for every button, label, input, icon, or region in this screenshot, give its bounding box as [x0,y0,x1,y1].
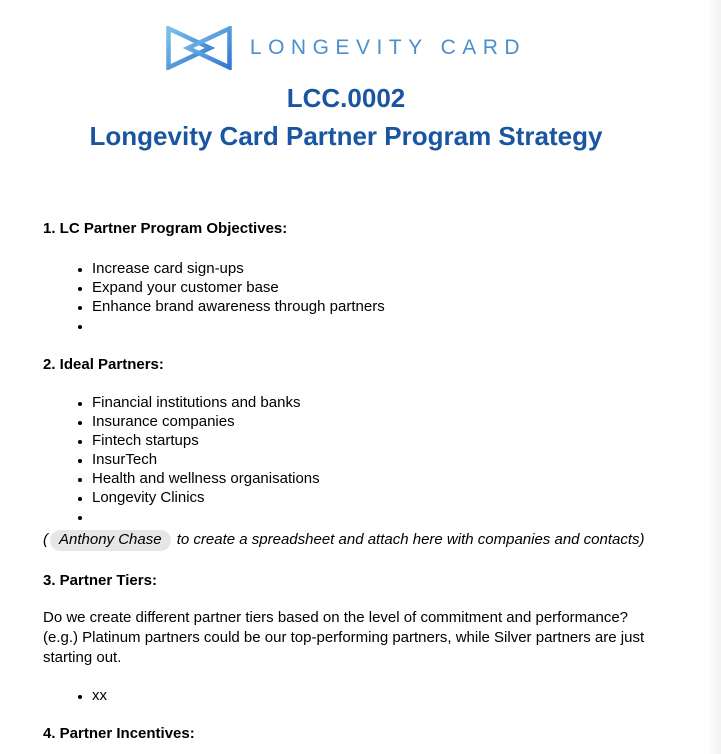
list-item-text: Financial institutions and banks [92,394,301,411]
list-item-text: xx [92,687,107,704]
list-item-text: Fintech startups [92,432,199,449]
list-item-text: Longevity Clinics [92,489,205,506]
brand-logo [43,26,649,70]
list-item-text: Enhance brand awareness through partners [92,298,385,315]
objectives-bullet-list [43,259,649,335]
list-item [92,488,649,507]
assignment-note [43,530,649,551]
person-chip[interactable]: Anthony Chase [50,530,171,551]
partner-tiers-bullet-list [43,686,649,705]
list-item [92,469,649,488]
list-item-text: Increase card sign-ups [92,260,244,277]
section-heading-objectives: 1. LC Partner Program Objectives: [43,220,288,237]
note-prefix: ( [43,531,48,548]
doc-code: LCC.0002 [286,83,406,113]
list-item-empty [92,507,649,526]
list-item-text: Health and wellness organisations [92,470,320,487]
section-heading-partner-tiers: 3. Partner Tiers: [43,572,157,589]
list-item [92,686,649,705]
list-item [92,450,649,469]
ideal-partners-bullet-list [43,393,649,526]
list-item-text: Insurance companies [92,413,235,430]
brand-name: LONGEVITY CARD [249,36,527,59]
list-item-text: InsurTech [92,451,158,468]
list-item-empty [92,316,649,335]
list-item-text: Expand your customer base [92,279,279,296]
list-item [92,278,649,297]
note-suffix: to create a spreadsheet and attach here with companies and contacts) [172,531,645,548]
doc-title: Longevity Card Partner Program Strategy [89,121,603,151]
section-heading-ideal-partners: 2. Ideal Partners: [43,356,164,373]
list-item [92,259,649,278]
bowtie-logo-icon [166,26,232,70]
partner-tiers-paragraph: Do we create different partner tiers based on the level of commitment and performance? (e.g.) Platinum partners could be our top-performing partners, while Silver partners are just starting out. [43,609,645,666]
list-item [92,412,649,431]
list-item [92,393,649,412]
section-heading-partner-incentives: 4. Partner Incentives: [43,725,195,742]
list-item [92,431,649,450]
list-item [92,297,649,316]
